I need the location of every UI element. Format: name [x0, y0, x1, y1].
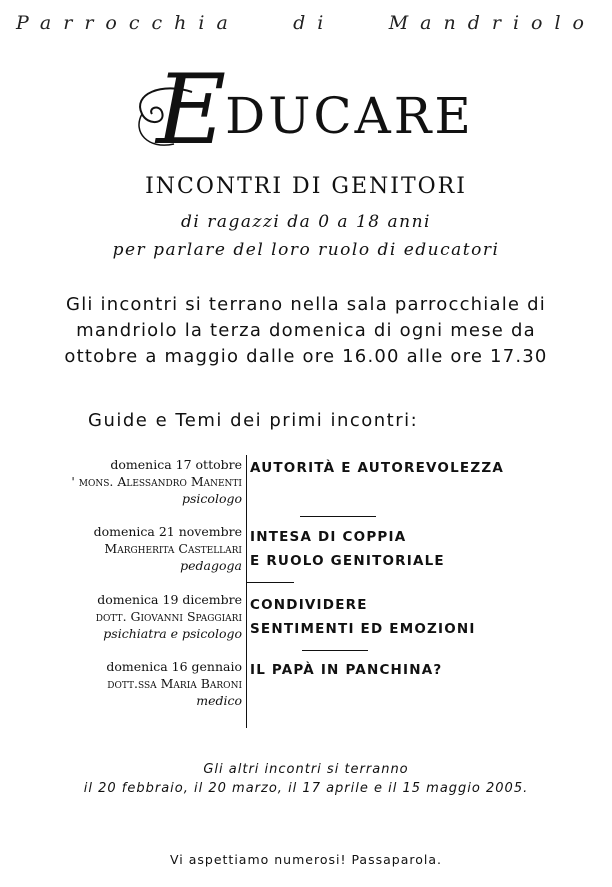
meeting-role: psicologo — [182, 491, 242, 506]
meeting-speaker-info — [12, 591, 242, 642]
meeting-date: domenica 16 gennaio — [106, 659, 242, 674]
meeting-speaker: dott.ssa Maria Baroni — [107, 676, 242, 691]
meeting-topic-line: E RUOLO GENITORIALE — [250, 553, 445, 569]
meeting-date: domenica 21 novembre — [93, 524, 242, 539]
divider-horizontal — [302, 650, 368, 651]
header-word-mandriolo: Mandriolo — [388, 12, 596, 34]
meeting-topic — [250, 658, 590, 682]
meeting-topic — [250, 456, 590, 480]
meeting-speaker: Margherita Castellari — [104, 541, 242, 556]
meeting-role: psichiatra e psicologo — [103, 626, 242, 641]
header-word-di: di — [293, 12, 336, 34]
meeting-role: pedagoga — [180, 558, 242, 573]
meeting-speaker-info — [12, 658, 242, 709]
parish-header — [16, 12, 596, 34]
meeting-topic-line: INTESA DI COPPIA — [250, 529, 407, 545]
closing-line: Vi aspettiamo numerosi! Passaparola. — [170, 852, 442, 867]
meeting-topic-line: SENTIMENTI ED EMOZIONI — [250, 621, 476, 637]
meeting-topic — [250, 593, 590, 641]
title-first-letter: E — [156, 54, 230, 166]
title-rest: DUCARE — [225, 87, 474, 145]
other-meetings-dates: il 20 febbraio, il 20 marzo, il 17 aprile e il 15 maggio 2005. — [83, 781, 529, 796]
meeting-date: domenica 17 ottobre — [110, 457, 242, 472]
subtitle: INCONTRI DI GENITORI — [145, 174, 467, 199]
meeting-speaker-info — [12, 456, 242, 507]
divider-horizontal — [246, 582, 294, 583]
intro-line: Gli incontri si terrano nella sala parrocchiale di — [66, 294, 546, 315]
meeting-speaker: dott. Giovanni Spaggiari — [95, 609, 242, 624]
other-meetings-note: Gli altri incontri si terranno — [203, 762, 409, 777]
meeting-role: medico — [196, 693, 242, 708]
intro-paragraph — [20, 292, 592, 370]
divider-vertical — [246, 455, 247, 728]
divider-horizontal — [300, 516, 376, 517]
meeting-topic-line: CONDIVIDERE — [250, 597, 368, 613]
main-title — [0, 54, 612, 166]
meeting-date: domenica 19 dicembre — [97, 592, 242, 607]
intro-line: mandriolo la terza domenica di ogni mese da — [76, 320, 536, 341]
meeting-speaker: ' mons. Alessandro Manenti — [71, 474, 242, 489]
meeting-topic — [250, 525, 590, 573]
meeting-speaker-info — [12, 523, 242, 574]
header-word-parrocchia: Parrocchia — [16, 12, 240, 34]
meeting-topic-line: AUTORITÀ E AUTOREVOLEZZA — [250, 460, 504, 476]
guide-heading: Guide e Temi dei primi incontri: — [88, 410, 419, 431]
meeting-topic-line: IL PAPÀ IN PANCHINA? — [250, 662, 443, 678]
intro-line: ottobre a maggio dalle ore 16.00 alle ore 17.30 — [64, 346, 548, 367]
tagline-purpose: per parlare del loro ruolo di educatori — [112, 240, 500, 260]
tagline-age: di ragazzi da 0 a 18 anni — [181, 212, 431, 232]
